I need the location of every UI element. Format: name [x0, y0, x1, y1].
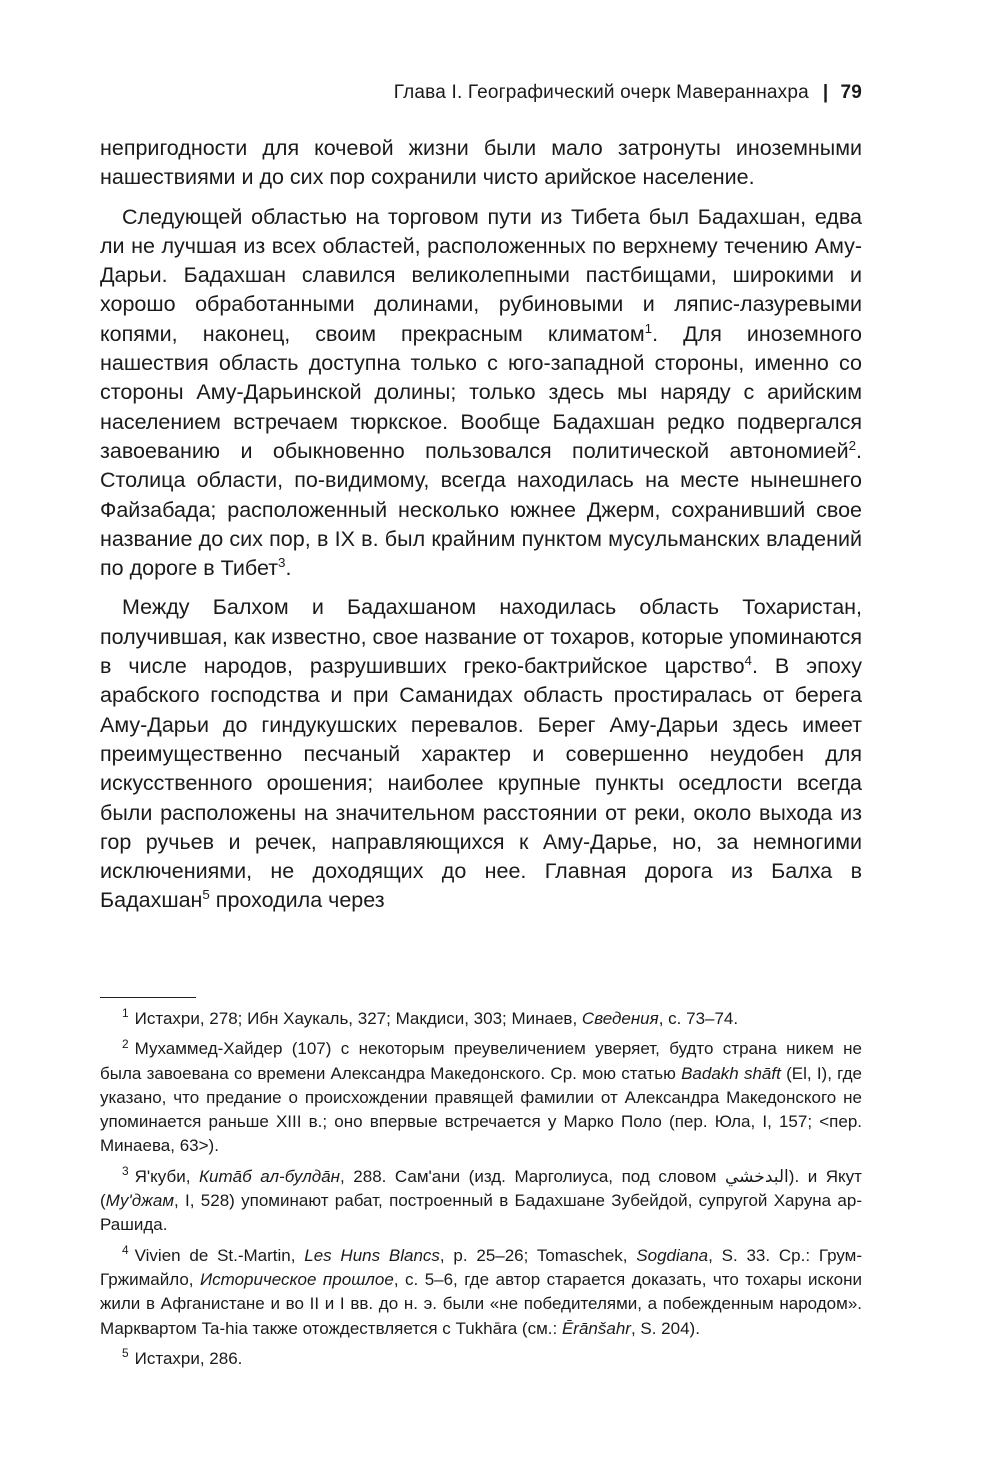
footnote-italic: Му'джам: [105, 1191, 174, 1211]
footnote-4: [100, 1244, 862, 1341]
page-number: 79: [840, 82, 862, 103]
footnote-text: , 288. Сам'ани (изд. Марголиуса, под словом: [340, 1166, 725, 1186]
main-text: [100, 134, 862, 916]
header-separator: |: [822, 82, 829, 103]
paragraph-2-text-c: . Столица области, по-видимому, всегда находилась на месте нынешнего Файзабада; расположенный несколько южнее Джерм, сохранивший свое название до сих пор, в IX в. был крайним пунктом мусульманских владений по дороге в Тибет: [100, 438, 862, 581]
footnote-text: , с. 73–74.: [658, 1009, 739, 1028]
footnote-text: Vivien de St.-Martin,: [134, 1245, 305, 1265]
footnote-ref-5[interactable]: 5: [202, 887, 210, 903]
footnote-number: 5: [122, 1346, 129, 1361]
footnote-italic: Badakh shāft: [681, 1063, 781, 1083]
footnote-text: (El, I), где указано, что предание о происхождении правящей фамилии от Александра Македонского не упоминается раньше XIII в.; оно впервые встречается у Марко Поло (пер. Юла, I, 157; <пер. Минаева, 63>).: [100, 1063, 862, 1156]
footnote-ref-1[interactable]: 1: [644, 320, 653, 336]
footnote-text: , p. 25–26; Tomaschek,: [439, 1245, 637, 1265]
paragraph-3-text-a: Между Балхом и Бадахшаном находилась область Тохаристан, получившая, как известно, свое название от тохаров, которые упоминаются в числе народов, разрушивших греко-бактрийское царство: [100, 595, 862, 679]
paragraph-2-text-d: .: [285, 556, 292, 581]
paragraph-2-text-a: Следующей областью на торговом пути из Тибета был Бадахшан, едва ли не лучшая из всех областей, расположенных по верхнему течению Аму-Дарьи. Бадахшан славился великолепными пастбищами, широкими и хорошо обработанными долинами, рубиновыми и ляпис-лазуревыми копями, наконец, своим прекрасным климатом: [100, 204, 862, 346]
footnote-text: Я'куби,: [134, 1166, 199, 1186]
footnote-number: 1: [122, 1006, 129, 1021]
footnote-text: , I, 528) упоминают рабат, построенный в Бадахшане Зубейдой, супругой Харуна ар-Рашида.: [100, 1191, 862, 1235]
footnote-text: Мухаммед-Хайдер (107) с некоторым преувеличением уверяет, будто страна никем не была завоевана со времени Александра Македонского. Ср. мою статью: [100, 1039, 862, 1083]
footnotes: [100, 1007, 862, 1371]
footnote-text: , с. 5–6, где автор старается доказать, что тохары искони жили в Афганистане и во II и I вв. до н. э. были «не победителями, а побежденным народом». Марквартом Ta-hia также отождествляется с Tukhāra (см.:: [100, 1269, 862, 1338]
footnote-italic: Les Huns Blancs: [304, 1245, 440, 1265]
footnote-divider: [100, 997, 196, 998]
footnote-ref-3[interactable]: 3: [278, 555, 286, 570]
paragraph-3-text-b: . В эпоху арабского господства и при Саманидах область простиралась от берега Аму-Дарьи до гиндукушских перевалов. Берег Аму-Дарьи здесь имеет преимущественно песчаный характер и совершенно неудобен для искусственного орошения; наиболее крупные пункты оседлости всегда были расположены на значительном расстоянии от реки, около выхода из гор ручьев и речек, направляющихся к Аму-Дарье, но, за немногими исключениями, не доходящих до нее. Главная дорога из Балха в Бадахшан: [100, 654, 863, 913]
paragraph-2: [100, 203, 862, 584]
footnote-3: [100, 1165, 862, 1238]
footnote-italic: Сведения: [581, 1009, 659, 1028]
paragraph-3: [100, 593, 862, 915]
paragraph-2-text-b: . Для иноземного нашествия область доступна только с юго-западной стороны, именно со стороны Аму-Дарьинской долины; только здесь мы наряду с арийским населением встречаем тюркское. Вообще Бадахшан редко подвергался завоеванию и обыкновенно пользовался политической автономией: [100, 321, 862, 463]
footnote-text: Истахри, 278; Ибн Хаукаль, 327; Макдиси, 303; Минаев,: [134, 1009, 582, 1028]
paragraph-3-text-c: проходила через: [209, 888, 385, 913]
footnote-number: 2: [122, 1036, 129, 1051]
footnote-italic: Ērānšahr: [561, 1318, 631, 1338]
footnote-italic: Китāб ал-булдāн: [198, 1166, 340, 1186]
footnote-5: [100, 1347, 862, 1371]
footnote-text: ). и Якут (: [100, 1166, 862, 1211]
footnote-ref-4[interactable]: 4: [744, 652, 752, 668]
paragraph-1: [100, 134, 862, 193]
running-head: [100, 82, 862, 104]
footnote-text: , S. 33. Ср.: Грум-Гржимайло,: [100, 1245, 862, 1289]
footnote-number: 4: [122, 1243, 129, 1258]
footnote-italic: Sogdiana: [636, 1245, 709, 1265]
chapter-title: Глава I. Географический очерк Мавераннахра: [393, 82, 809, 103]
footnote-text: Истахри, 286.: [134, 1348, 243, 1368]
paragraph-1-text: непригодности для кочевой жизни были мало затронуты иноземными нашествиями и до сих пор сохранили чисто арийское население.: [100, 136, 862, 190]
footnote-number: 3: [122, 1164, 129, 1179]
footnote-ref-2[interactable]: 2: [848, 437, 857, 453]
footnote-1: [100, 1007, 862, 1031]
footnote-text: , S. 204).: [630, 1318, 700, 1338]
footnote-arabic-word: البدخشي: [724, 1166, 789, 1186]
footnote-2: [100, 1037, 862, 1158]
footnote-italic: Историческое прошлое: [199, 1269, 394, 1289]
